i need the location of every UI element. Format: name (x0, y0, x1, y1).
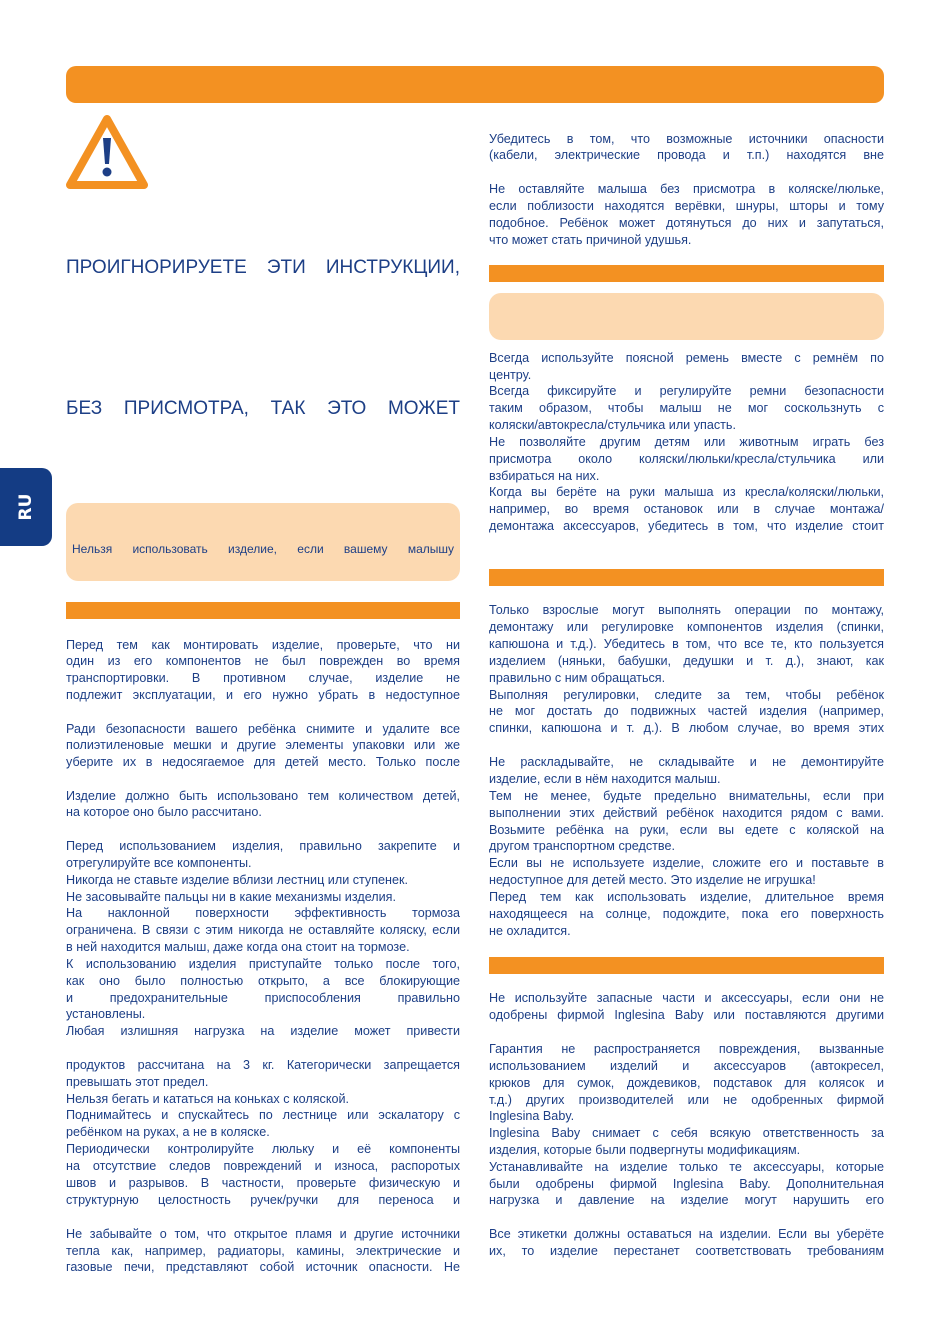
language-tab-label: RU (16, 493, 36, 521)
text-line: Всегда используйте поясной ремень вместе с ремнём по (489, 351, 884, 365)
section-bar-left (66, 602, 460, 619)
text-line: таким образом, чтобы малыш не мог соскользнуть с (489, 401, 884, 415)
text-line: не мог достать до подвижных частей изделия (например, (489, 704, 884, 718)
text-line: Inglesina Baby снимает с себя всякую ответственность за (489, 1126, 884, 1140)
text-line: одобрены фирмой Inglesina Baby или поставляются другими (489, 1008, 884, 1022)
text-line: Всегда фиксируйте и регулируйте ремни безопасности (489, 384, 884, 398)
section-bar-right-3 (489, 957, 884, 974)
text-line: демонтажу или регулировке компонентов изделия (спинки, (489, 620, 884, 634)
text-line: крюков для сумок, дождевиков, подставок для колясок и (489, 1076, 884, 1090)
text-line: продуктов рассчитана на 3 кг. Категорически запрещается (66, 1058, 460, 1072)
text-line: и предохранительные приспособления правильно (66, 991, 460, 1005)
notice-box (66, 503, 460, 581)
text-line: не охладится. (489, 924, 571, 938)
text-line: недоступное для детей место. Это изделие не игрушка! (489, 873, 816, 887)
text-line: транспортировки. В противном случае, изделие не (66, 671, 460, 685)
text-line: один из его компонентов не был поврежден во время (66, 654, 460, 668)
text-line: другом транспортном средстве. (489, 839, 675, 853)
text-line: Не используйте запасные части и аксессуары, если они не (489, 991, 884, 1005)
text-line: спинки, капюшона и т. д.). В любом случае, во время этих (489, 721, 884, 735)
text-line: их, то изделие перестанет соответствовать требованиям (489, 1244, 884, 1258)
text-line: Никогда не ставьте изделие вблизи лестниц или ступенек. (66, 873, 409, 887)
text-line: газовые печи, представляют собой источник опасности. Не (66, 1260, 460, 1274)
text-line: на которое оно было рассчитано. (66, 805, 262, 819)
text-line: в ней находится малыш, даже когда она стоит на тормозе. (66, 940, 410, 954)
text-line: Не позволяйте другим детям или животным играть без (489, 435, 884, 449)
text-line: Возьмите ребёнка на руки, если вы едете с коляской на (489, 823, 884, 837)
headline-line: БЕЗ ПРИСМОТРА, ТАК ЭТО МОЖЕТ (66, 398, 460, 419)
text-line: если поблизости находятся верёвки, шнуры, шторы и тому (489, 199, 884, 213)
text-line: т.д.) других производителей или не одобренных фирмой (489, 1093, 884, 1107)
section-bar-right-1 (489, 265, 884, 282)
text-line: Не раскладывайте, не складывайте и не демонтируйте (489, 755, 884, 769)
text-line: ограничена. В связи с этим никогда не оставляйте коляску, если (66, 923, 460, 937)
section-bar-right-2 (489, 569, 884, 586)
text-line: использованием изделий и аксессуаров (автокресел, (489, 1059, 884, 1073)
text-line: Устанавливайте на изделие только те аксессуары, которые (489, 1160, 884, 1174)
text-line: выполнении этих действий ребёнок находится рядом с вами. (489, 806, 884, 820)
text-line: Не оставляйте малыша без присмотра в коляске/люльке, (489, 182, 884, 196)
text-line: структурную целостность ручек/ручки для переноса и (66, 1193, 460, 1207)
text-line: коляски/автокресла/стульчика или упасть. (489, 418, 736, 432)
text-line: взбираться на них. (489, 469, 600, 483)
text-line: правильно с ним обращаться. (489, 671, 666, 685)
text-line: Если вы не используете изделие, сложите его и поставьте в (489, 856, 884, 870)
text-line: что может стать причиной удушья. (489, 233, 692, 247)
text-line: например, во время остановок или в случае монтажа/ (489, 502, 884, 516)
text-line: Ради безопасности вашего ребёнка снимите и удалите все (66, 722, 460, 736)
top-header-bar (66, 66, 884, 103)
text-line: Любая излишняя нагрузка на изделие может привести (66, 1024, 460, 1038)
text-line: Все этикетки должны оставаться на изделии. Если вы уберёте (489, 1227, 884, 1241)
text-line: Перед тем как монтировать изделие, проверьте, что ни (66, 638, 460, 652)
notice-text: Нельзя использовать изделие, если вашему малышу (72, 542, 454, 556)
text-line: Нельзя бегать и кататься на коньках с коляской. (66, 1092, 350, 1106)
text-line: находящееся на солнце, подождите, пока его поверхность (489, 907, 884, 921)
text-line: Тем не менее, будьте предельно внимательны, если при (489, 789, 884, 803)
text-line: Не засовывайте пальцы ни в какие механизмы изделия. (66, 890, 396, 904)
text-line: изделия, которые были подвергнуты модификациям. (489, 1143, 801, 1157)
text-line: изделие, если в нём находится малыш. (489, 772, 721, 786)
text-line: нагрузка и давление на изделие могут нарушить его (489, 1193, 884, 1207)
text-line: подобное. Ребёнок может дотянуться до них и запутаться, (489, 216, 884, 230)
text-line: К использованию изделия приступайте только после того, (66, 957, 460, 971)
text-line: превышать этот предел. (66, 1075, 209, 1089)
text-line: как оно было полностью открыто, а все блокирующие (66, 974, 460, 988)
text-line: на отсутствие следов повреждений и износа, распоротых (66, 1159, 460, 1173)
text-line: (кабели, электрические провода и т.п.) находятся вне (489, 148, 884, 162)
text-line: ребёнком на руках, а не в коляске. (66, 1125, 270, 1139)
text-line: установлены. (66, 1007, 146, 1021)
text-line: Когда вы берёте на руки малыша из кресла/коляски/люльки, (489, 485, 884, 499)
text-line: Не забывайте о том, что открытое пламя и другие источники (66, 1227, 460, 1241)
text-line: Выполняя регулировки, следите за тем, чтобы ребёнок (489, 688, 884, 702)
text-line: Периодически контролируйте люльку и её компоненты (66, 1142, 460, 1156)
text-line: Поднимайтесь и спускайтесь по лестнице или эскалатору с (66, 1108, 460, 1122)
language-tab-ru[interactable] (0, 468, 52, 546)
text-line: были одобрены фирмой Inglesina Baby. Дополнительная (489, 1177, 884, 1191)
text-line: Убедитесь в том, что возможные источники опасности (489, 132, 884, 146)
text-line: Только взрослые могут выполнять операции по монтажу, (489, 603, 884, 617)
text-line: Гарантия не распространяется повреждения, вызванные (489, 1042, 884, 1056)
text-line: отрегулируйте все компоненты. (66, 856, 252, 870)
warning-triangle-icon (64, 113, 150, 193)
section-box-right (489, 293, 884, 340)
text-line: уберите их в недосягаемое для детей место. Только после (66, 755, 460, 769)
text-line: Перед использованием изделия, правильно закрепите и (66, 839, 460, 853)
text-line: капюшона и т.д.). Убедитесь в том, что все те, кто пользуется (489, 637, 884, 651)
text-line: центру. (489, 368, 532, 382)
headline-line: ПРОИГНОРИРУЕТЕ ЭТИ ИНСТРУКЦИИ, (66, 257, 460, 278)
text-line: изделием (няньки, бабушки, дедушки и т. д.), знают, как (489, 654, 884, 668)
text-line: демонтажа аксессуаров, убедитесь в том, что изделие стоит (489, 519, 884, 533)
text-line: тепла как, например, радиаторы, камины, электрические и (66, 1244, 460, 1258)
text-line: подлежит эксплуатации, и его нужно убрать в недоступное (66, 688, 460, 702)
text-line: присмотра около коляски/люльки/кресла/стульчика или (489, 452, 884, 466)
text-line: швов и разрывов. В частности, проверьте физическую и (66, 1176, 460, 1190)
text-line: Изделие должно быть использовано тем количеством детей, (66, 789, 460, 803)
text-line: На наклонной поверхности эффективность тормоза (66, 906, 460, 920)
text-line: Inglesina Baby. (489, 1109, 575, 1123)
text-line: полиэтиленовые мешки и другие элементы упаковки или же (66, 738, 460, 752)
text-line: Перед тем как использовать изделие, длительное время (489, 890, 884, 904)
